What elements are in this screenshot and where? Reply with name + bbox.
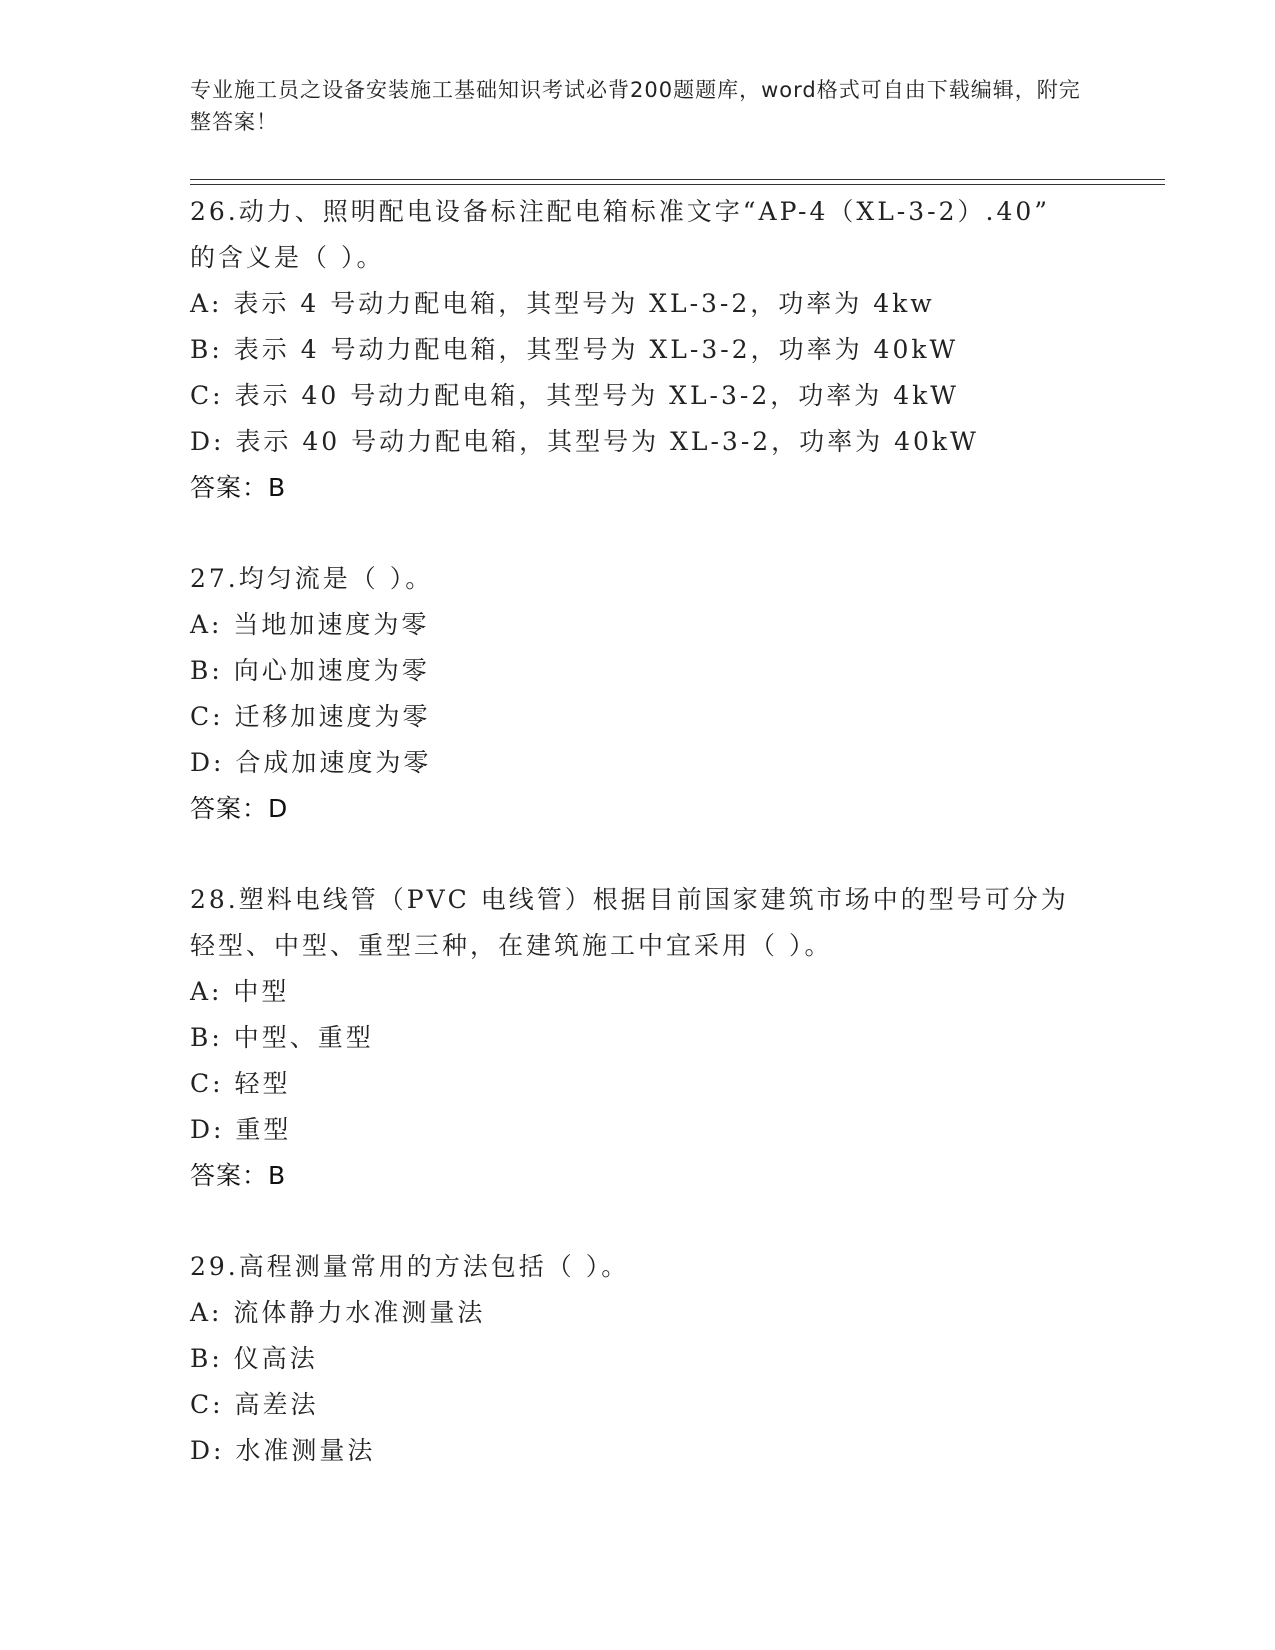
option-b: B: 表示 4 号动力配电箱，其型号为 XL-3-2，功率为 40kW bbox=[190, 335, 959, 364]
question-list bbox=[190, 189, 1090, 1474]
option-b: B: 向心加速度为零 bbox=[190, 656, 430, 685]
option-d: D: 水准测量法 bbox=[190, 1436, 376, 1465]
option-a: A: 当地加速度为零 bbox=[190, 610, 430, 639]
option-c: C: 迁移加速度为零 bbox=[190, 702, 431, 731]
question-stem: 28.塑料电线管（PVC 电线管）根据目前国家建筑市场中的型号可分为 bbox=[190, 885, 1069, 914]
option-d: D: 表示 40 号动力配电箱，其型号为 XL-3-2，功率为 40kW bbox=[190, 427, 979, 456]
question-stem: 26.动力、照明配电设备标注配电箱标准文字“AP-4（XL-3-2）.40” bbox=[190, 197, 1051, 226]
question-stem: 27.均匀流是（ ）。 bbox=[190, 564, 434, 593]
answer-text: 答案：B bbox=[190, 473, 287, 502]
question-29 bbox=[190, 1244, 1090, 1474]
question-26 bbox=[190, 189, 1090, 511]
question-stem-continued: 轻型、中型、重型三种，在建筑施工中宜采用（ ）。 bbox=[190, 931, 833, 960]
option-c: C: 高差法 bbox=[190, 1390, 319, 1419]
option-b: B: 仪高法 bbox=[190, 1344, 318, 1373]
header-divider-bottom bbox=[190, 184, 1165, 185]
document-title: 专业施工员之设备安装施工基础知识考试必背200题题库，word格式可自由下载编辑，附完整答案！ bbox=[190, 78, 1081, 134]
question-27 bbox=[190, 556, 1090, 832]
option-c: C: 轻型 bbox=[190, 1069, 291, 1098]
option-d: D: 合成加速度为零 bbox=[190, 748, 432, 777]
answer-text: 答案：D bbox=[190, 794, 289, 823]
option-d: D: 重型 bbox=[190, 1115, 292, 1144]
answer-text: 答案：B bbox=[190, 1161, 287, 1190]
option-c: C: 表示 40 号动力配电箱，其型号为 XL-3-2，功率为 4kW bbox=[190, 381, 959, 410]
question-stem: 29.高程测量常用的方法包括（ ）。 bbox=[190, 1252, 630, 1281]
option-a: A: 流体静力水准测量法 bbox=[190, 1298, 486, 1327]
question-stem-continued: 的含义是（ ）。 bbox=[190, 243, 385, 272]
option-a: A: 表示 4 号动力配电箱，其型号为 XL-3-2，功率为 4kw bbox=[190, 289, 935, 318]
question-28 bbox=[190, 877, 1090, 1199]
option-b: B: 中型、重型 bbox=[190, 1023, 374, 1052]
option-a: A: 中型 bbox=[190, 977, 290, 1006]
header-divider-top bbox=[190, 179, 1165, 180]
